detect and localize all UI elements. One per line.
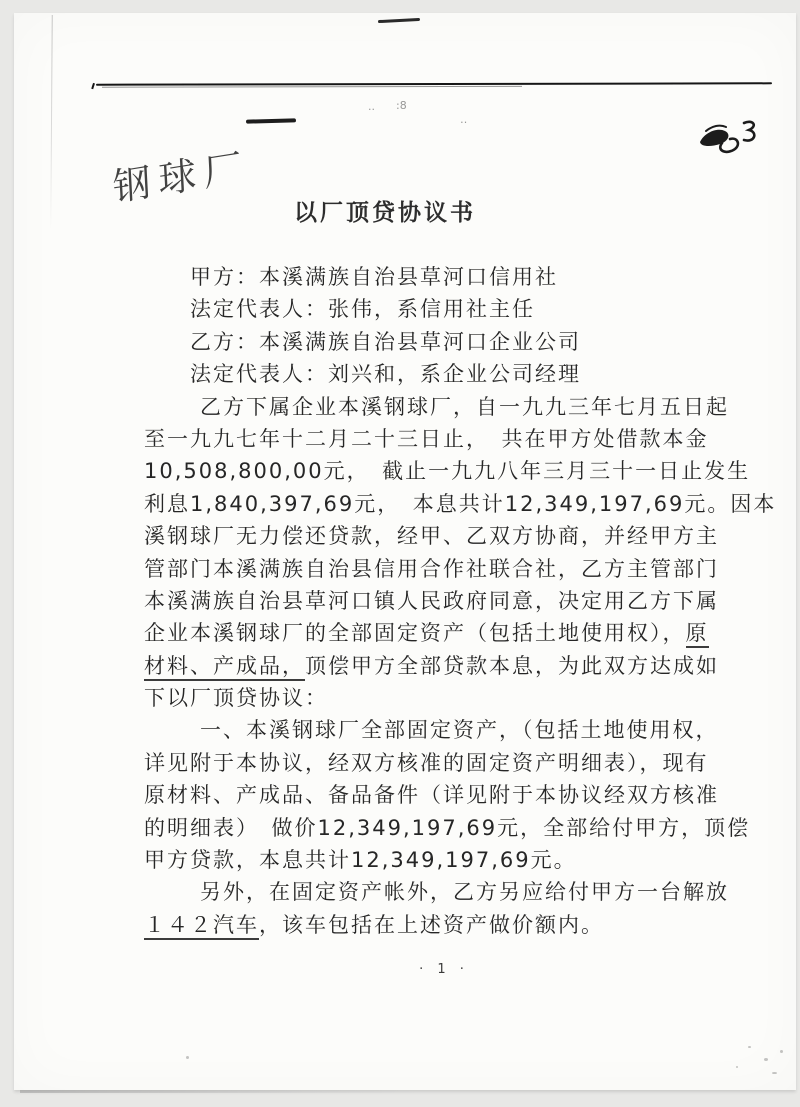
- line-text: ，该车包括在上述资产做价额内。: [259, 912, 604, 937]
- hand-underlined-text: 原: [686, 621, 709, 648]
- document-line: 乙方：本溪满族自治县草河口企业公司: [190, 329, 581, 354]
- document-line: 另外，在固定资产帐外，乙方另应给付甲方一台解放: [200, 880, 729, 905]
- document-line: 原材料、产成品、备品备件（详见附于本协议经双方核准: [144, 783, 719, 808]
- page-number: · 1 ·: [419, 962, 469, 977]
- document-line: 本溪满族自治县草河口镇人民政府同意，决定用乙方下属: [144, 588, 719, 613]
- document-line: 10,508,800,00元， 截止一九九八年三月三十一日止发生: [144, 459, 751, 484]
- hand-underlined-text: １４２汽车: [144, 913, 259, 940]
- scan-smudge: ‥: [460, 113, 468, 126]
- document-line: [144, 909, 744, 941]
- document-line: 甲方贷款，本息共计12,349,197,69元。: [144, 848, 577, 873]
- scan-speckle: [748, 1046, 751, 1048]
- ink-scribble-icon: [692, 116, 764, 160]
- document-line: 一、本溪钢球厂全部固定资产，（包括土地使用权，: [200, 718, 719, 743]
- document-line: 甲方：本溪满族自治县草河口信用社: [190, 265, 558, 289]
- document-line: 详见附于本协议，经双方核准的固定资产明细表），现有: [144, 750, 709, 775]
- scan-smudge: ··: [368, 103, 375, 116]
- document-line: [144, 650, 744, 682]
- document-line: 法定代表人：张伟，系信用社主任: [190, 297, 535, 322]
- scan-speckle: [186, 1056, 189, 1059]
- document-line: 利息1,840,397,69元， 本息共计12,349,197,69元。因本: [144, 491, 777, 516]
- document-line: [144, 617, 744, 649]
- document-line: 乙方下属企业本溪钢球厂，自一九九三年七月五日起: [200, 394, 729, 419]
- document-line: 溪钢球厂无力偿还贷款，经甲、乙双方协商，并经甲方主: [144, 524, 719, 549]
- document-title: 以厂顶贷协议书: [294, 200, 476, 226]
- page-edge-shadow: [20, 1090, 420, 1093]
- hand-underlined-text: 材料、产成品，: [144, 654, 305, 681]
- document-line: 下以厂顶贷协议：: [144, 686, 328, 711]
- document-line: 的明细表） 做价12,349,197,69元，全部给付甲方，顶偿: [144, 815, 751, 840]
- scan-smudge: :8: [396, 99, 407, 112]
- document-line: 法定代表人：刘兴和，系企业公司经理: [190, 362, 581, 387]
- scan-speckle: [764, 1058, 768, 1061]
- scan-speckle: [780, 1050, 783, 1053]
- line-text: 企业本溪钢球厂的全部固定资产（包括土地使用权），: [144, 621, 686, 646]
- line-text: 顶偿甲方全部贷款本息，为此双方达成如: [305, 653, 719, 678]
- scan-speckle: [736, 1066, 738, 1068]
- document-line: 至一九九七年十二月二十三日止， 共在甲方处借款本金: [144, 426, 709, 451]
- document-body: [144, 261, 777, 941]
- handwritten-note: 钢球厂: [111, 144, 251, 210]
- scan-speckle: [772, 1072, 777, 1074]
- document-line: 管部门本溪满族自治县信用合作社联合社，乙方主管部门: [144, 556, 719, 581]
